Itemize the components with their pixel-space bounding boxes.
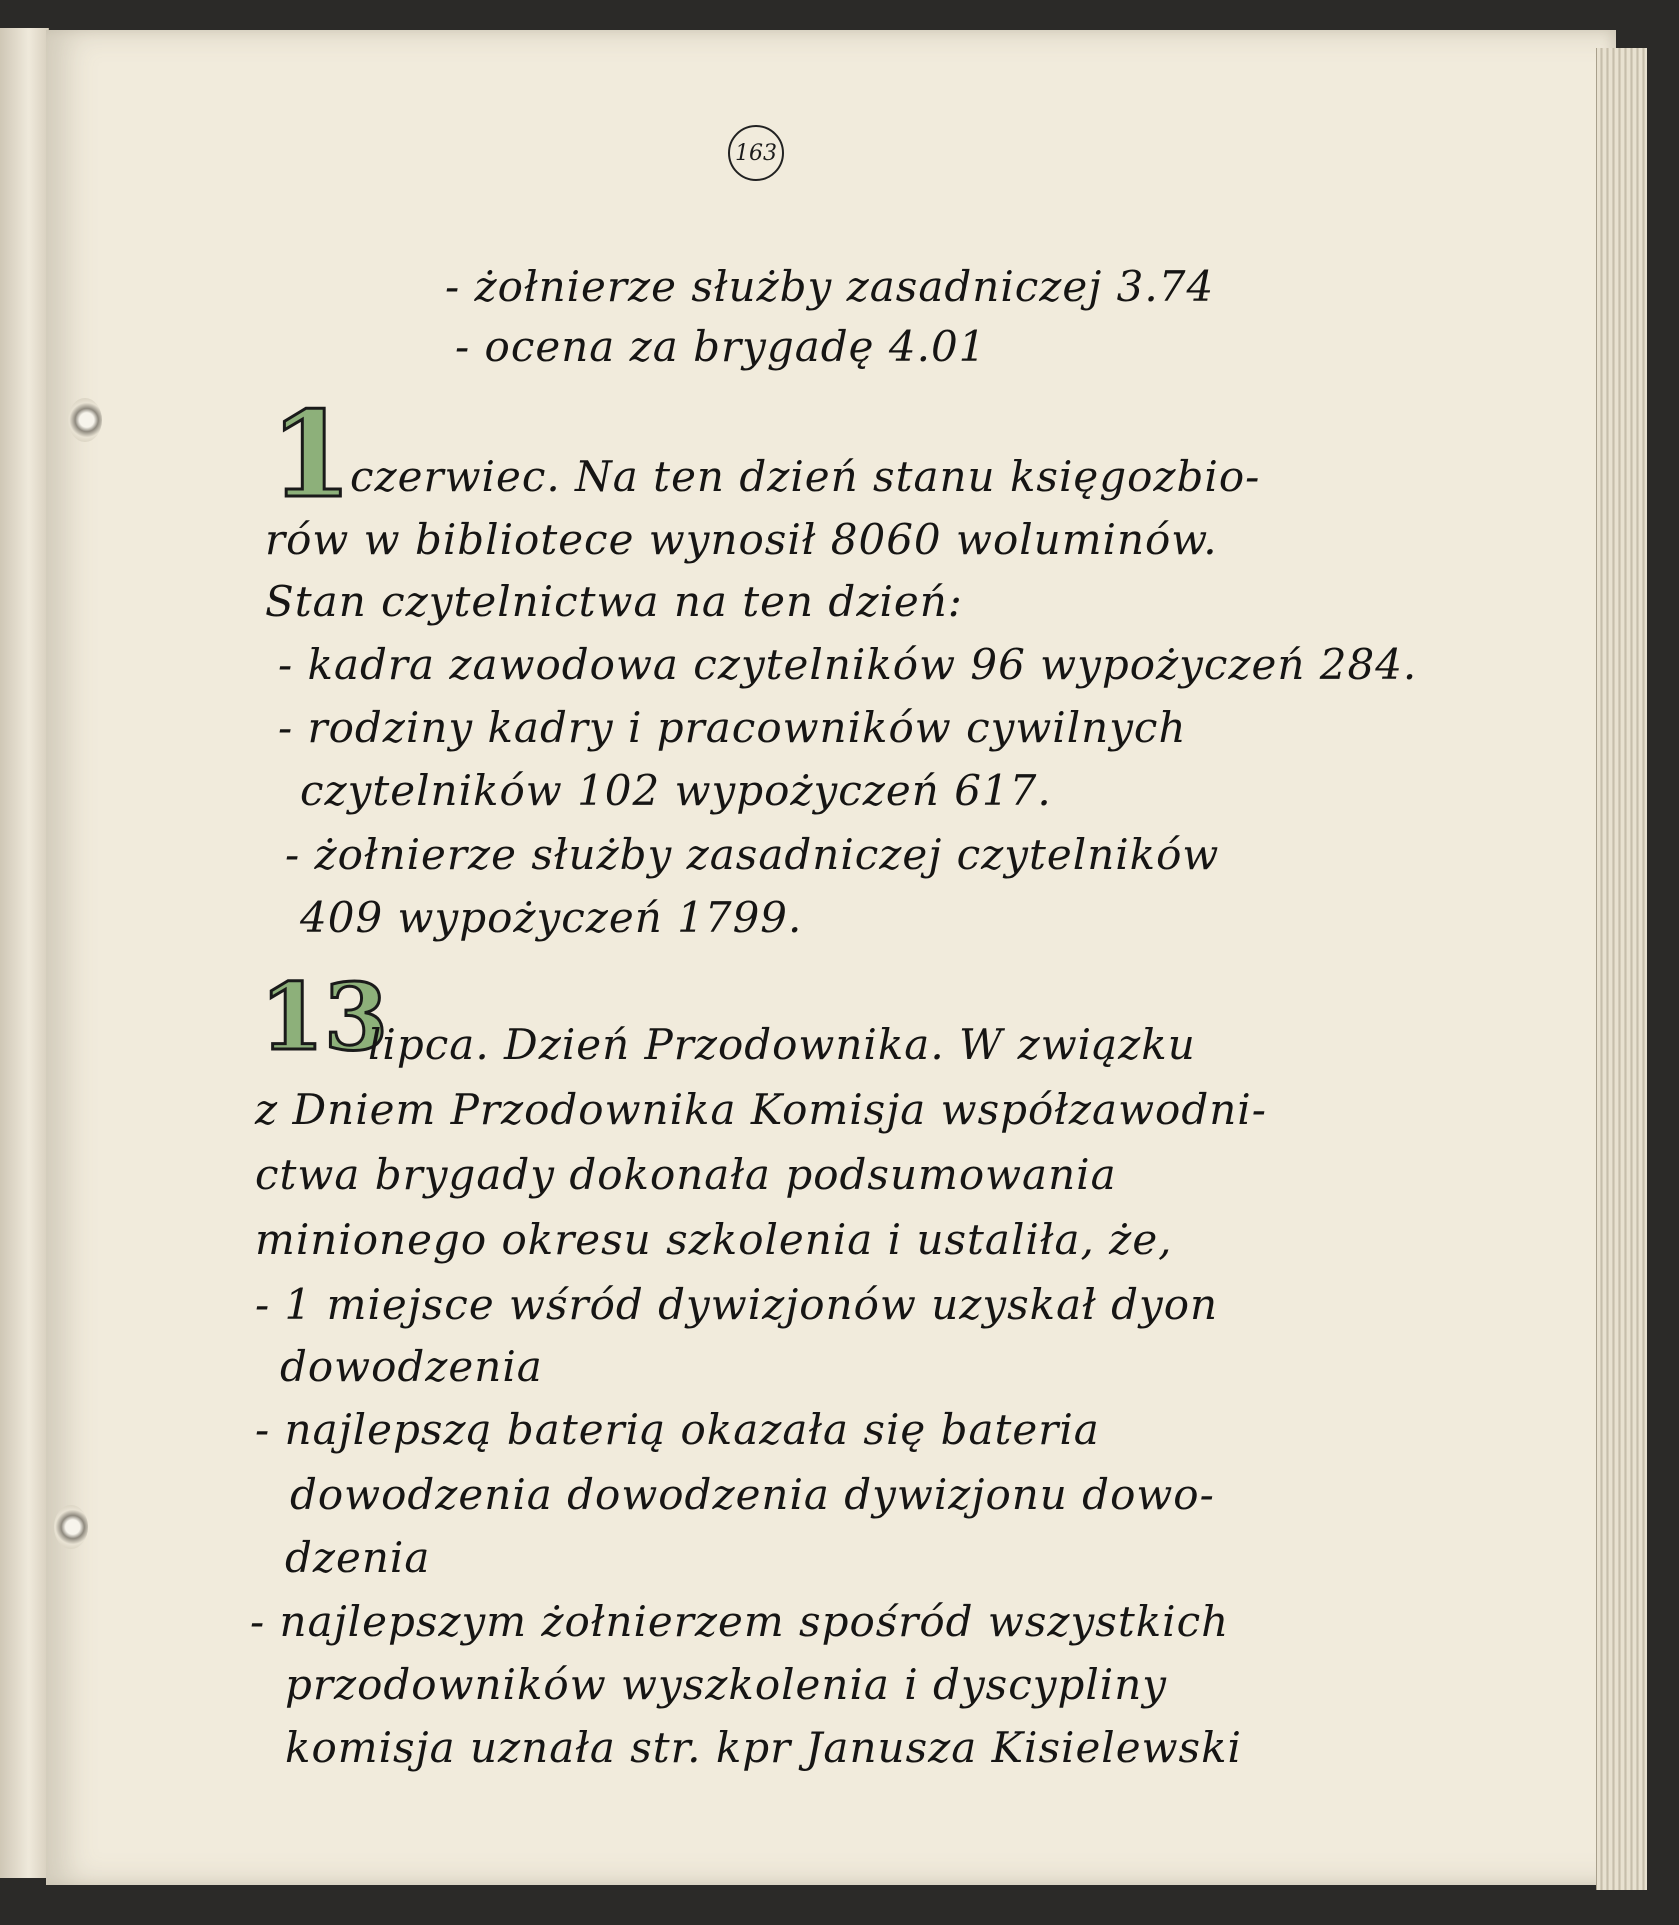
text-line: rów w bibliotece wynosił 8060 woluminów. <box>265 515 1218 564</box>
text-line: przodowników wyszkolenia i dyscypliny <box>285 1660 1168 1709</box>
text-line: minionego okresu szkolenia i ustaliła, że, <box>255 1215 1173 1264</box>
text-line: Stan czytelnictwa na ten dzień: <box>265 577 963 626</box>
page-number-text: 163 <box>735 140 777 166</box>
text-line: czytelników 102 wypożyczeń 617. <box>300 766 1052 815</box>
text-line: - żołnierze służby zasadniczej czytelników <box>285 830 1220 879</box>
text-line: - ocena za brygadę 4.01 <box>455 322 987 371</box>
left-page-edge <box>0 28 49 1878</box>
text-line: dowodzenia dowodzenia dywizjonu dowo- <box>290 1470 1215 1519</box>
page-number <box>728 125 784 181</box>
text-line: - najlepszym żołnierzem spośród wszystkich <box>250 1597 1230 1646</box>
text-line: - najlepszą baterią okazała się bateria <box>255 1405 1100 1454</box>
text-line: - 1 miejsce wśród dywizjonów uzyskał dyon <box>255 1280 1219 1329</box>
text-line: z Dniem Przodownika Komisja współzawodni- <box>255 1085 1267 1134</box>
day-number-july: 13 <box>260 963 389 1071</box>
text-line: ctwa brygady dokonała podsumowania <box>255 1150 1117 1199</box>
binder-hole-bottom <box>54 1505 88 1549</box>
binder-hole-top <box>68 398 102 442</box>
text-line: - kadra zawodowa czytelników 96 wypożyczeń 284. <box>278 640 1418 689</box>
text-line: dzenia <box>285 1533 431 1582</box>
bleed-through-text <box>275 200 313 329</box>
text-line: komisja uznała str. kpr Janusza Kisielewski <box>285 1723 1242 1772</box>
text-line: czerwiec. Na ten dzień stanu księgozbio- <box>350 452 1261 501</box>
day-number-june: 1 <box>270 385 353 524</box>
text-line: dowodzenia <box>280 1342 543 1391</box>
text-line: 409 wypożyczeń 1799. <box>300 893 803 942</box>
text-line: - rodziny kadry i pracowników cywilnych <box>278 703 1187 752</box>
text-line: - żołnierze służby zasadniczej 3.74 <box>445 262 1215 311</box>
page-stack-edge <box>1596 48 1647 1890</box>
text-line: lipca. Dzień Przodownika. W związku <box>368 1020 1196 1069</box>
